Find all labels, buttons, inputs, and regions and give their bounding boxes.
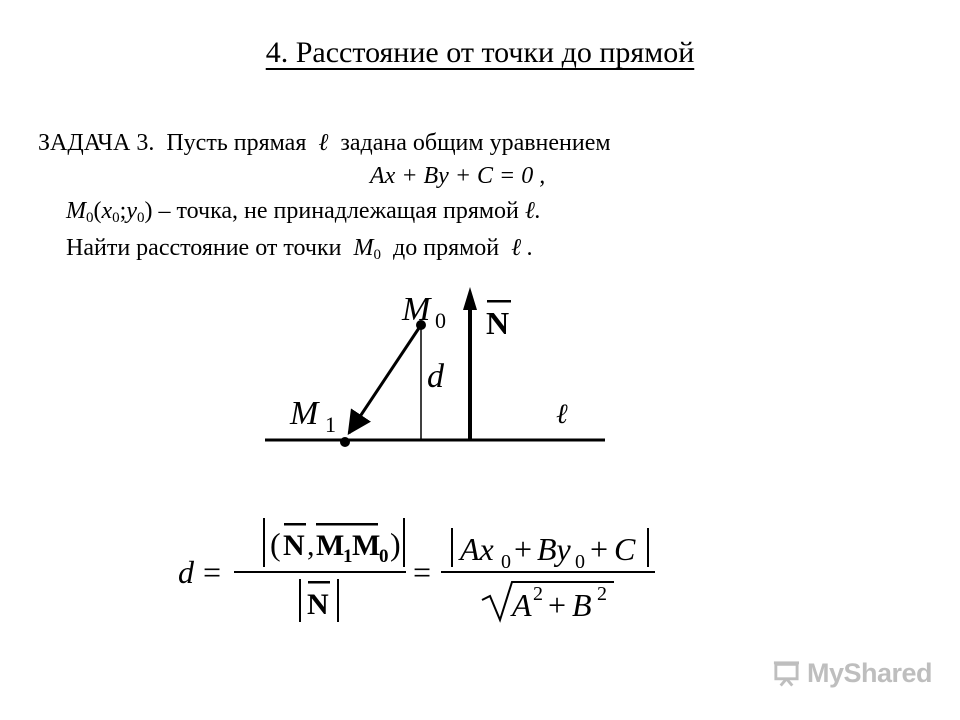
subscript: 0 [112, 210, 120, 226]
watermark [772, 655, 932, 691]
formula-eq2: = [413, 554, 432, 590]
formula-exp: 2 [533, 583, 543, 605]
watermark-text: MyShared [806, 657, 932, 688]
formula-plus: + [514, 531, 533, 567]
coord-y: y [126, 198, 137, 224]
projector-screen-icon [772, 658, 801, 688]
M1M0-overbar [316, 523, 378, 526]
label-N: N [486, 305, 510, 341]
point-M1 [340, 437, 350, 447]
coord-x: x [101, 198, 113, 224]
formula-plus: + [548, 587, 567, 623]
label-M1-sub: 1 [325, 412, 336, 437]
formula-exp: 2 [597, 583, 607, 605]
paren: ( [93, 198, 102, 224]
subscript: 0 [86, 210, 94, 226]
separator: ; [119, 198, 127, 224]
formula-sub: 1 [343, 546, 353, 567]
formula-paren: ) [390, 526, 401, 562]
label-ell: ℓ [556, 399, 568, 430]
label-M1: M [290, 395, 319, 432]
vector-M0M1 [349, 325, 421, 433]
line-symbol: ℓ. [524, 198, 541, 224]
label-d: d [427, 358, 444, 395]
formula-sub: 0 [379, 546, 389, 567]
line-symbol: ℓ [318, 130, 329, 156]
formula-N: N [307, 588, 329, 621]
subscript: 0 [136, 210, 145, 226]
task-text: Найти расстояние от точки [66, 235, 342, 261]
task-label: ЗАДАЧА 3. [38, 130, 155, 156]
label-M0: M [402, 291, 431, 328]
formula-M0: M [352, 529, 381, 562]
formula-N: N [283, 529, 305, 562]
N-overbar [487, 300, 511, 303]
general-equation: Ax + By + C = 0 , [370, 163, 546, 189]
N-overbar [284, 523, 306, 526]
formula-paren: ( [270, 526, 281, 562]
task-text: задана общим уравнением [340, 130, 611, 156]
line-symbol: ℓ . [511, 235, 534, 261]
formula-sub: 0 [575, 551, 585, 573]
formula-M1: M [316, 529, 345, 562]
formula-sub: 0 [501, 551, 511, 573]
formula-C: C [614, 531, 636, 567]
normal-arrowhead-icon [463, 287, 477, 310]
title-text: 4. Расстояние от точки до прямой [265, 36, 695, 69]
task-text: ) – точка, не принадлежащая прямой [144, 198, 519, 224]
subscript: 0 [373, 247, 382, 263]
point-M0-label: M [66, 198, 86, 224]
formula-A: A [512, 587, 532, 623]
formula-d: d [178, 554, 194, 590]
point-M0-label: M [353, 235, 374, 261]
task-text: до прямой [393, 235, 500, 261]
formula-Ax: Ax [460, 531, 494, 567]
formula-By: By [537, 531, 571, 567]
N-overbar [308, 581, 330, 584]
formula-plus: + [590, 531, 609, 567]
formula-B: B [572, 587, 592, 623]
formula-comma: , [307, 529, 315, 562]
formula-eq1: = [203, 554, 222, 590]
task-text: Пусть прямая [166, 130, 307, 156]
label-M0-sub: 0 [435, 308, 446, 333]
